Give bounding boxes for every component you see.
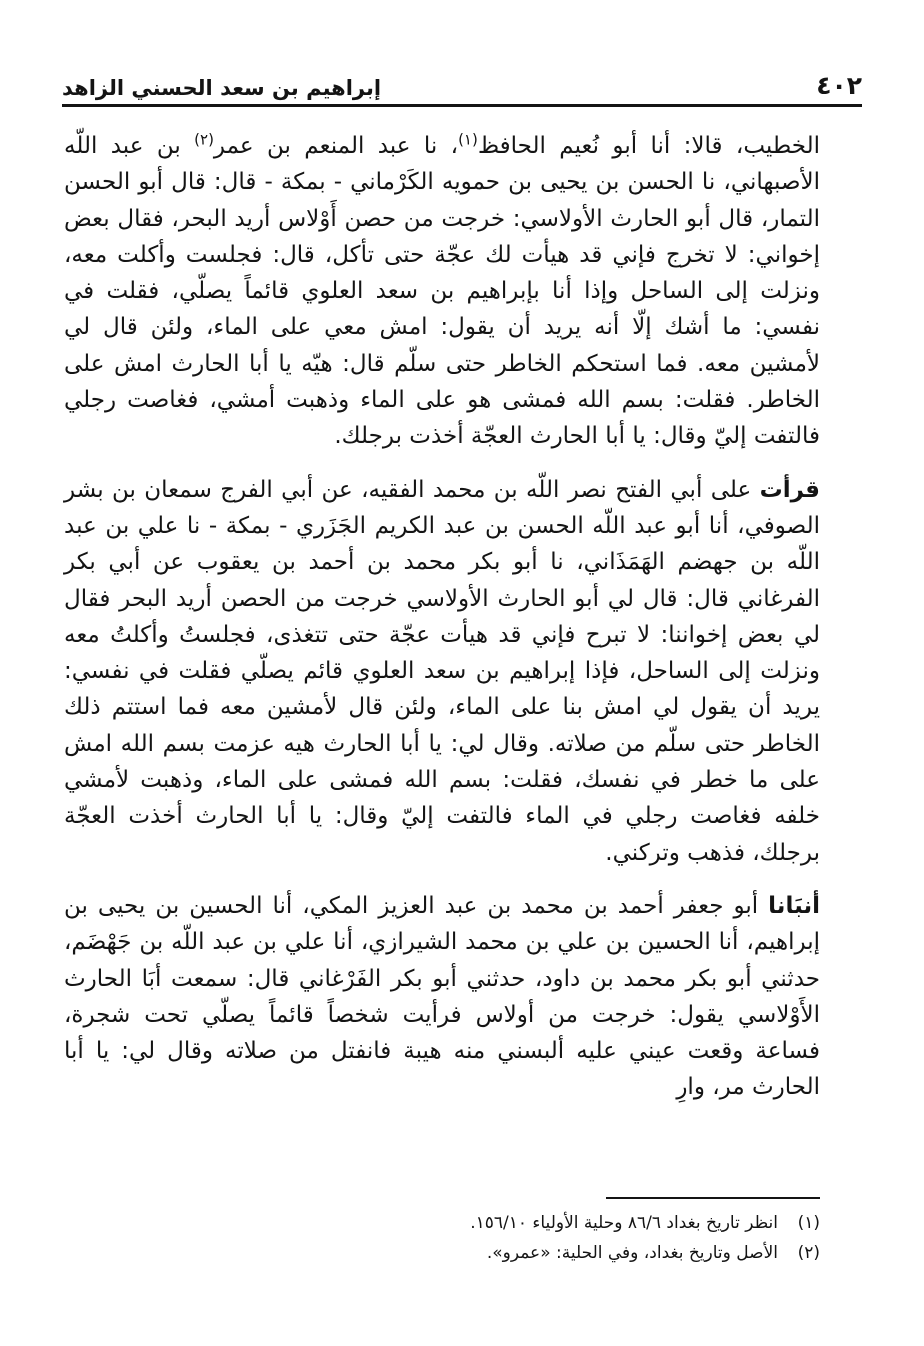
paragraph-1 <box>64 128 820 455</box>
footnote-number: (١) <box>797 1213 820 1233</box>
paragraph-2 <box>64 472 820 871</box>
footnote-number: (٢) <box>797 1243 820 1263</box>
paragraph-1-text-a: الخطيب، قالا: أنا أبو نُعيم الحافظ <box>477 133 820 159</box>
footnote-text: الأصل وتاريخ بغداد، وفي الحلية: «عمرو». <box>486 1243 778 1263</box>
running-title: إبراهيم بن سعد الحسني الزاهد <box>62 76 382 100</box>
footnotes <box>64 1208 820 1268</box>
running-header <box>62 62 862 100</box>
footnote-marker-2: (٢) <box>194 130 214 149</box>
paragraph-1-text-c: بن عبد اللّه الأصبهاني، نا الحسن بن يحيى بن حمويه الكَرْماني - بمكة - قال: قال أبو الحسن التمار، قال أبو الحارث الأولاسي: خرجت من حصن أَوْلاس أريد البحر، فقال بعض إخواني: لا تخرج فإني قد هيأت لك عجّة حتى تأكل، قال: فجلست وأكلت معه، ونزلت إلى الساحل وإذا أنا بإبراهيم بن سعد العلوي قائماً يصلّي، فقلت في نفسي: ما أشك إلّا أنه يريد أن يقول: امش معي على الماء، ولئن قال لي لأمشين معه. فما استحكم الخاطر حتى سلّم قال: هيّه يا أبا الحارث امش على الخاطر. فقلت: بسم الله فمشى هو على الماء وذهبت أمشي، فغاصت رجلي فالتفت إليّ وقال: يا أبا الحارث العجّة أخذت برجلك. <box>64 133 820 450</box>
footnote-marker-1: (١) <box>458 130 478 149</box>
footnote-rule <box>606 1197 820 1199</box>
paragraph-3-text: أبو جعفر أحمد بن محمد بن عبد العزيز المكي، أنا الحسين بن يحيى بن إبراهيم، أنا الحسين بن علي بن محمد الشيرازي، أنا علي بن عبد اللّه بن جَهْضَم، حدثني أبو بكر محمد بن داود، حدثني أبو بكر الفَرْغاني قال: سمعت أبَا الحارث الأَوْلاسي يقول: خرجت من أولاس فرأيت شخصاً قائماً يصلّي تحت شجرة، فساعة وقعت عيني عليه ألبسني منه هيبة فانفتل من صلاته وقال لي: يا أبا الحارث مر، وارِ <box>64 892 820 1101</box>
footnote-2 <box>64 1238 820 1268</box>
paragraph-2-lead-word: قرأت <box>759 476 820 503</box>
paragraph-1-text-b: ، نا عبد المنعم بن عمر <box>213 133 459 159</box>
page-number: ٤٠٢ <box>816 71 862 100</box>
paragraph-3 <box>64 888 820 1106</box>
body-text <box>64 128 820 1123</box>
footnote-1 <box>64 1208 820 1238</box>
footnote-text: انظر تاريخ بغداد ٨٦/٦ وحلية الأولياء ١٥٦/١٠. <box>470 1213 778 1233</box>
paragraph-3-lead-word: أنبَانا <box>768 892 820 919</box>
header-rule <box>62 104 862 107</box>
paragraph-2-text: على أبي الفتح نصر اللّه بن محمد الفقيه، عن أبي الفرج سمعان بن بشر الصوفي، أنا أبو عبد اللّه الحسن بن عبد الكريم الجَزَري - بمكة - نا علي بن عبد اللّه بن جهضم الهَمَذَاني، نا أبو بكر محمد بن أحمد بن يعقوب عن أبي بكر الفرغاني قال: قال لي أبو الحارث الأولاسي خرجت من الحصن أريد البحر فقال لي بعض إخواننا: لا تبرح فإني قد هيأت عجّة حتى تتغذى، فجلستُ وأكلتُ معه ونزلت إلى الساحل، فإذا إبراهيم بن سعد العلوي قائم يصلّي فقلت في نفسي: يريد أن يقول لي امش بنا على الماء، ولئن قال لأمشين معه فما استتم ذلك الخاطر حتى سلّم من صلاته. وقال لي: يا أبا الحارث هيه عزمت بسم الله امش على ما خطر في نفسك، فقلت: بسم الله فمشى على الماء، وذهبت لأمشي خلفه فغاصت رجلي في الماء فالتفت إليّ وقال: يا أبا الحارث أخذت العجّة برجلك، فذهب وتركني. <box>64 476 820 866</box>
